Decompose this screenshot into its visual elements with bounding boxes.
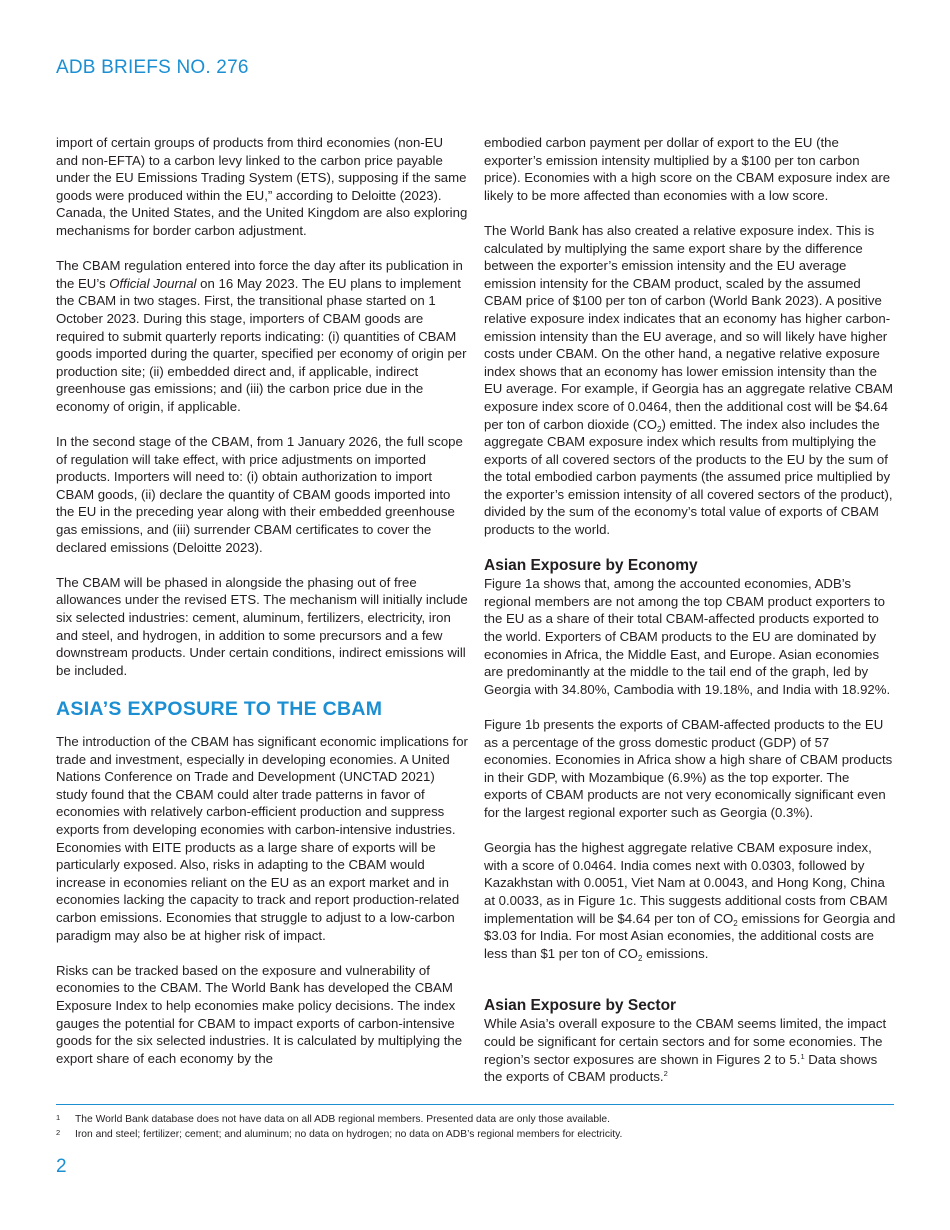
footnote <box>56 1112 894 1127</box>
subsection-heading: Asian Exposure by Sector <box>484 997 677 1015</box>
paragraph: The introduction of the CBAM has significant economic implications for trade and investment, especially in developing economies. A United Nations Conference on Trade and Development (UNCTAD 2021) study found that the CBAM could alter trade patterns in favor of economies with relatively carbon-efficient production and suppress exports from developing economies with carbon-intensive industries. Economies with EITE products as a large share of exports will be particularly exposed. Also, risks in adapting to the CBAM would increase in economies reliant on the EU as an export market and in economies lacking the capacity to track and report production-related carbon emissions. Economies that struggle to adjust to a low-carbon paradigm may also be at higher risk of impact. <box>56 734 468 943</box>
paragraph: In the second stage of the CBAM, from 1 January 2026, the full scope of regulation will take effect, with price adjustments on imported products. Importers will need to: (i) obtain authorization to import CBAM goods, (ii) declare the quantity of CBAM goods imported into the EU in the preceding year along with their embedded greenhouse gas emissions, and (iii) surrender CBAM certificates to cover the declared emissions (Deloitte 2023). <box>56 434 463 555</box>
subsection-heading: Asian Exposure by Economy <box>484 557 698 575</box>
footnote-number: 2 <box>56 1128 61 1137</box>
paragraph: Georgia has the highest aggregate relative CBAM exposure index, with a score of 0.0464. India comes next with 0.0303, followed by Kazakhstan with 0.0051, Viet Nam at 0.0043, and Hong Kong, China at 0.0033, as in Figure 1c. This suggests additional costs from CBAM implementation will be $4.64 per ton of $CO_2$ emissions for Georgia and $3.03 for India. For most Asian economies, the additional costs are less than $1 per ton of $CO_2$ emissions. <box>484 840 896 963</box>
section-heading: ASIA’S EXPOSURE TO THE CBAM <box>56 698 383 720</box>
paragraph: embodied carbon payment per dollar of export to the EU (the exporter’s emission intensity multiplied by a $100 per ton carbon price). Economies with a high score on the CBAM exposure index are likely to be more affected than economies with a low score. <box>484 135 891 203</box>
footnote <box>56 1127 894 1142</box>
paragraph: The World Bank has also created a relative exposure index. This is calculated by multiplying the same export share by the difference between the exporter’s emission intensity and the EU average emission intensity for the CBAM product, scaled by the assumed CBAM price of $100 per ton of carbon (World Bank 2023). A positive relative exposure index indicates that an economy has higher carbon-emission intensity than the EU average, and so will likely have higher costs under CBAM. On the other hand, a negative relative exposure index shows that an economy has lower emission intensity than the EU average. For example, if Georgia has an aggregate relative CBAM exposure index score of 0.0464, then the additional cost will be $4.64 per ton of carbon dioxide $(CO_2)$ emitted. The index also includes the aggregate CBAM exposure index which results from multiplying the exports of all covered sectors of the products to the EU by the sum of the total embodied carbon payments (the assumed price multiplied by the exporter’s emission intensity of all covered sectors of the product), divided by the sum of the economy’s total value of exports of CBAM products to the world. <box>484 222 894 538</box>
paragraph: The CBAM regulation entered into force the day after its publication in the EU’s Official Journal on 16 May 2023. The EU plans to implement the CBAM in two stages. First, the transitional phase started on 1 October 2023. During this stage, importers of CBAM goods are required to submit quarterly reports indicating: (i) quantities of CBAM goods imported during the quarter, specified per economy of origin per production site; (ii) embedded direct and, if applicable, indirect greenhouse gas emissions; and (iii) the carbon price due in the economy of origin, if applicable. <box>56 258 467 414</box>
footnote-ref[interactable]: 2 <box>663 1069 668 1079</box>
paragraph: import of certain groups of products from third economies (non-EU and non-EFTA) to a carbon levy linked to the carbon price payable under the EU Emissions Trading System (ETS), supposing if the same goods were produced within the EU,” according to Deloitte (2023). Canada, the United States, and the United Kingdom are also exploring mechanisms for border carbon adjustment. <box>56 135 468 238</box>
footnote-number: 1 <box>56 1113 61 1122</box>
paragraph: The CBAM will be phased in alongside the phasing out of free allowances under the revised ETS. The mechanism will initially include six selected industries: cement, aluminum, fertilizers, electricity, iron and steel, and hydrogen, in addition to some precursors and a few downstream products. Under certain conditions, indirect emissions will be included. <box>56 574 468 678</box>
footnotes <box>56 1112 894 1142</box>
journal-title: Official Journal <box>109 275 197 291</box>
paragraph: Risks can be tracked based on the exposure and vulnerability of economies to the CBAM. The World Bank has developed the CBAM Exposure Index to help economies make policy decisions. The index gauges the potential for CBAM to impact exports of carbon-intensive goods for the six selected industries. It is calculated by multiplying the export share of each economy by the <box>56 962 463 1066</box>
paragraph: Figure 1b presents the exports of CBAM-affected products to the EU as a percentage of the gross domestic product (GDP) of 57 economies. Economies in Africa show a high share of CBAM products in their GDP, with Mozambique (6.9%) as the top exporter. The exports of CBAM products are not very economically significant even for the largest regional exporter such as Georgia (0.3%). <box>484 717 893 820</box>
paragraph: While Asia’s overall exposure to the CBAM seems limited, the impact could be significant for certain sectors and for some economies. The region’s sector exposures are shown in Figures 2 to 5.$^1$ Data shows the exports of CBAM products.$^2$ <box>484 1016 887 1085</box>
footnote-text: The World Bank database does not have data on all ADB regional members. Presented data are only those available. <box>75 1114 611 1125</box>
series-title: ADB BRIEFS NO. 276 <box>56 57 249 78</box>
left-column <box>56 134 468 1067</box>
paragraph: Figure 1a shows that, among the accounted economies, ADB’s regional members are not among the top CBAM product exporters to the EU as a share of their total CBAM-affected products exported to the world. Exporters of CBAM products to the EU are dominated by economies in Africa, the Middle East, and Europe. Asian economies are predominantly at the middle to the tail end of the graph, led by Georgia with 34.80%, Cambodia with 19.18%, and India with 18.92%. <box>484 576 891 697</box>
footnote-divider <box>56 1104 894 1105</box>
right-column <box>484 134 896 1086</box>
footnote-ref[interactable]: 1 <box>800 1051 805 1061</box>
page-number: 2 <box>56 1156 67 1177</box>
footnote-text: Iron and steel; fertilizer; cement; and aluminum; no data on hydrogen; no data on ADB’s regional members for electricity. <box>75 1129 623 1140</box>
